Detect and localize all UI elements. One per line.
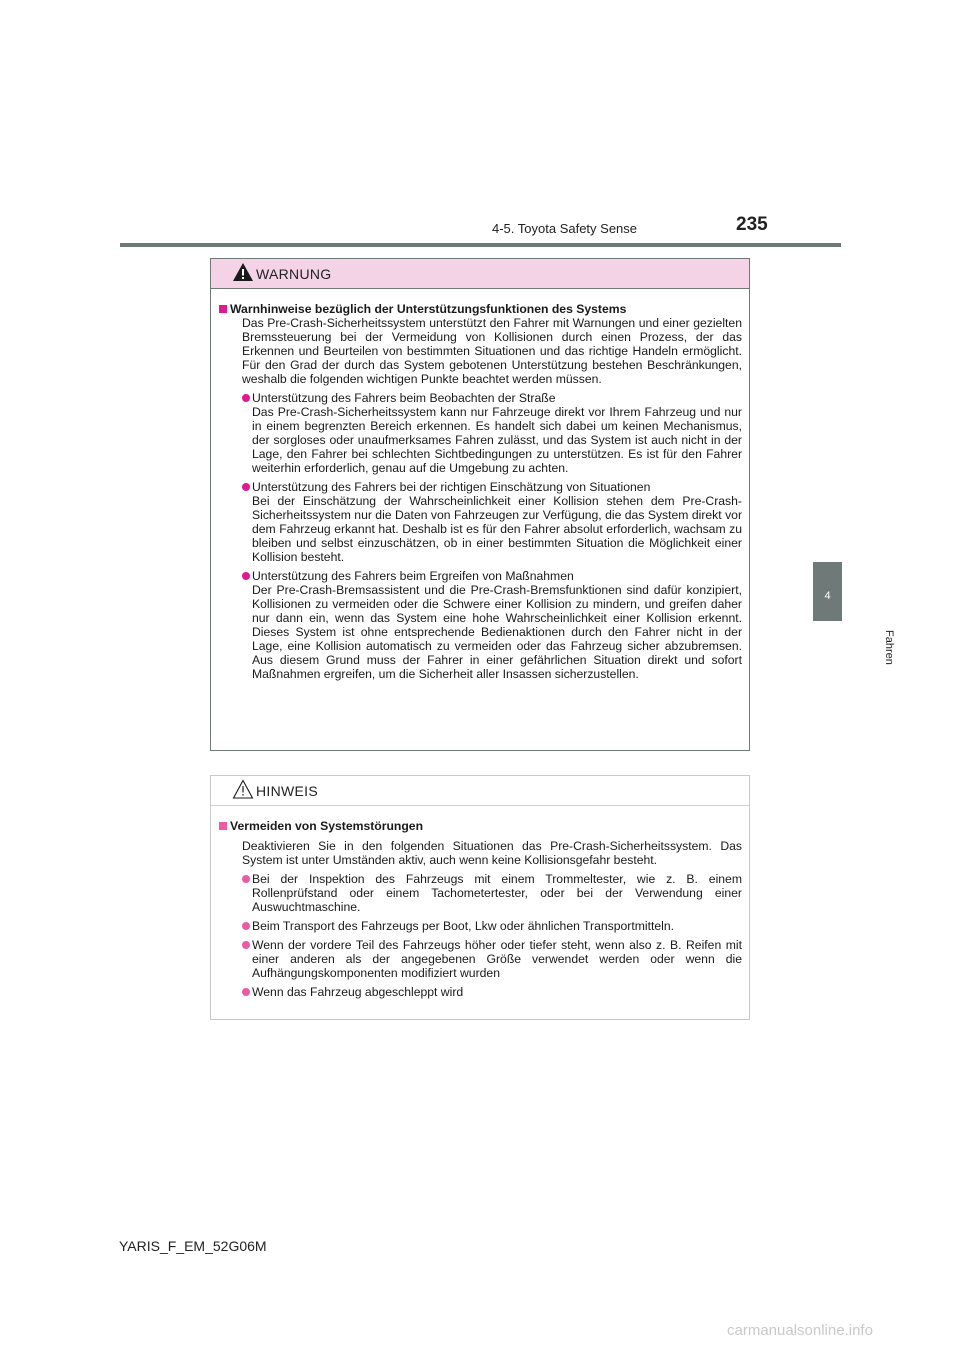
chapter-label: Fahren [883,630,895,665]
page-number: 235 [736,214,768,235]
list-item-title: Unterstützung des Fahrers beim Ergreifen von Maßnahmen [252,569,574,583]
notice-heading [219,819,742,833]
round-bullet-icon [242,394,250,402]
list-item-title: Unterstützung des Fahrers bei der richtigen Einschätzung von Situationen [252,480,651,494]
warning-header [211,259,749,289]
warning-triangle-icon [232,262,254,282]
list-item-text: Beim Transport des Fahrzeugs per Boot, Lkw oder ähnlichen Transportmitteln. [252,919,675,933]
round-bullet-icon [242,572,250,580]
notice-title: HINWEIS [256,783,318,799]
list-item [219,938,742,980]
header-section-title: 4-5. Toyota Safety Sense [492,221,638,236]
notice-box [210,775,750,1020]
warning-title: WARNUNG [256,266,332,282]
list-item [219,872,742,914]
caution-triangle-icon [232,779,254,799]
list-item [219,985,742,999]
round-bullet-icon [242,875,250,883]
footer-code: YARIS_F_EM_52G06M [119,1238,267,1254]
header-rule [120,243,841,247]
warning-heading-text: Warnhinweise bezüglich der Unterstützungsfunktionen des Systems [230,302,627,316]
square-bullet-icon [219,305,227,313]
round-bullet-icon [242,483,250,491]
list-item-text: Der Pre-Crash-Bremsassistent und die Pre-Crash-Bremsfunktionen sind dafür konzipiert, Kollisionen zu vermeiden oder die Schwere einer Kollision zu mindern, und greifen daher nur dann ein, wenn das System eine hohe Wahrscheinlichkeit einer Kollision erkennt. Dieses System ist ohne entsprechende Bedienaktionen durch den Fahrer nicht in der Lage, eine Kollision automatisch zu vermeiden oder das Fahrzeug sicher abzubremsen. Aus diesem Grund muss der Fahrer in einer gefährlichen Situation direkt und sofort Maßnahmen ergreifen, um die Sicherheit aller Insassen sicherzustellen. [252,583,742,681]
list-item-text: Das Pre-Crash-Sicherheitssystem kann nur Fahrzeuge direkt vor Ihrem Fahrzeug und nur in einem begrenzten Bereich erkennen. Es handelt sich dabei um keinen Mechanismus, der sorgloses oder unaufmerksames Fahren zulässt, und das System ist auch nicht in der Lage, den Fahrer bei schlechten Sichtbedingungen zu unterstützen. Es ist für den Fahrer weiterhin erforderlich, genau auf die Umgebung zu achten. [252,405,742,475]
list-item-text: Wenn das Fahrzeug abgeschleppt wird [252,985,464,999]
watermark: carmanualsonline.info [727,1322,873,1339]
chapter-tab [813,562,842,621]
warning-intro: Das Pre-Crash-Sicherheitssystem unterstützt den Fahrer mit Warnungen und einer gezielten Bremssteuerung bei der Vermeidung von Kollisionen durch einen Prozess, der das Erkennen und Beurteilen von bestimmten Situationen und das richtige Handeln ermöglicht. Für den Grad der durch das System gebotenen Unterstützung bestehen Beschränkungen, weshalb die folgenden wichtigen Punkte beachtet werden müssen. [242,316,742,386]
list-item [219,391,742,475]
list-item [219,569,742,681]
square-bullet-icon [219,822,227,830]
list-item-title: Unterstützung des Fahrers beim Beobachten der Straße [252,391,556,405]
list-item [219,480,742,564]
chapter-number: 4 [824,590,831,602]
list-item [219,919,742,933]
notice-heading-text: Vermeiden von Systemstörungen [230,819,424,833]
warning-content [211,289,749,681]
notice-header [211,776,749,806]
list-item-text: Wenn der vordere Teil des Fahrzeugs höher oder tiefer steht, wenn also z. B. Reifen mit einer anderen als der angegebenen Größe verwendet werden oder wenn die Aufhängungskomponenten modifiziert wurden [252,938,742,980]
round-bullet-icon [242,922,250,930]
round-bullet-icon [242,941,250,949]
warning-box [210,258,750,751]
list-item-text: Bei der Inspektion des Fahrzeugs mit einem Trommeltester, wie z. B. einem Rollenprüfstand oder einem Tachometertester, oder bei der Verwendung einer Auswuchtmaschine. [252,872,742,914]
list-item-text: Bei der Einschätzung der Wahrscheinlichkeit einer Kollision stehen dem Pre-Crash-Sicherheitssystem nur die Daten von Fahrzeugen zur Verfügung, die das System direkt vor dem Fahrzeug erkannt hat. Deshalb ist es für den Fahrer absolut erforderlich, wachsam zu bleiben und selbst einzuschätzen, ob in einer bestimmten Situation die Möglichkeit einer Kollision besteht. [252,494,742,564]
warning-heading [219,302,742,316]
notice-content [211,806,749,999]
round-bullet-icon [242,988,250,996]
notice-intro: Deaktivieren Sie in den folgenden Situationen das Pre-Crash-Sicherheitssystem. Das System ist unter Umständen aktiv, auch wenn keine Kollisionsgefahr besteht. [242,839,742,867]
